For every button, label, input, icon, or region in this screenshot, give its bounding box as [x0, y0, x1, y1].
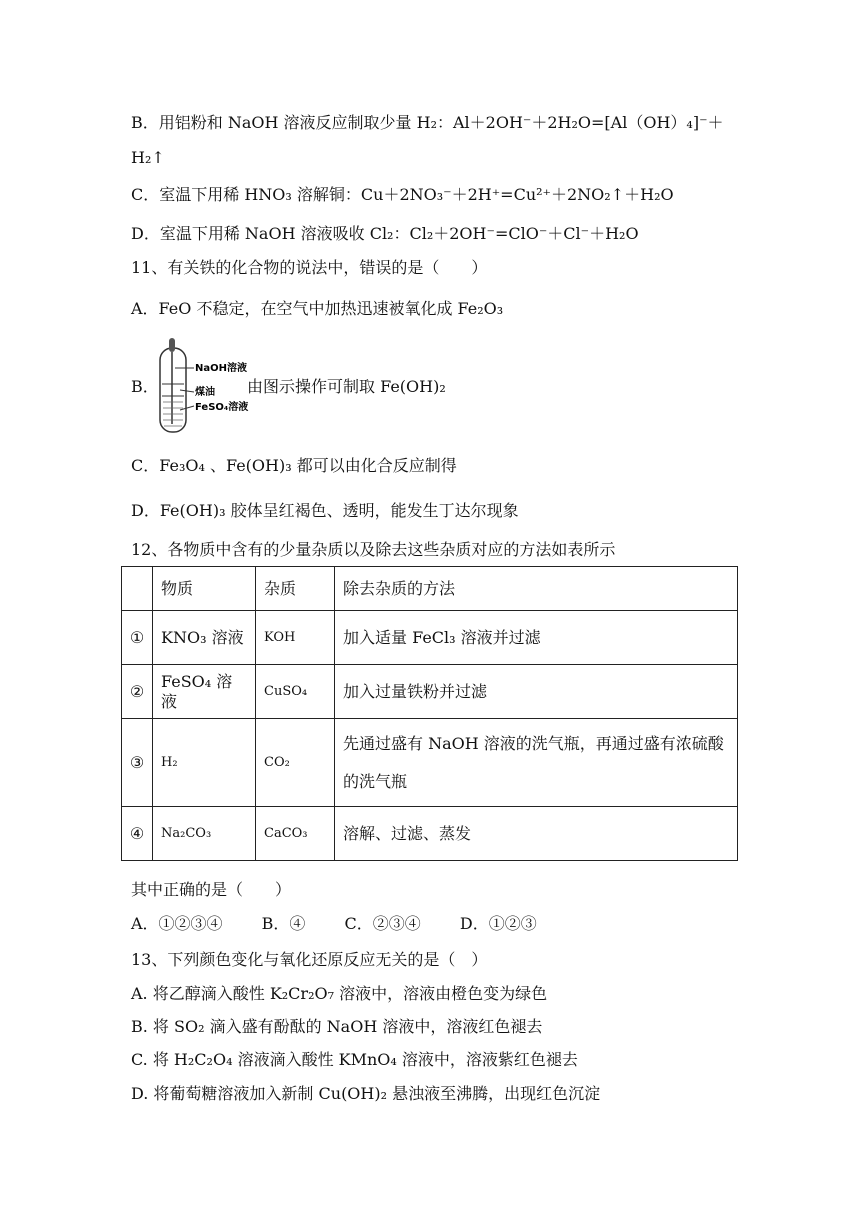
impurity-table [121, 566, 738, 861]
q13-option-c: C. 将 H₂C₂O₄ 溶液滴入酸性 KMnO₄ 溶液中，溶液紫红色褪去 [131, 1050, 578, 1069]
row-number: ④ [122, 807, 153, 861]
test-tube-figure [150, 338, 260, 438]
impurity-cell: CuSO₄ [256, 665, 335, 719]
impurity-cell: KOH [256, 611, 335, 665]
substance-cell: KNO₃ 溶液 [153, 611, 256, 665]
q10-option-d: D．室温下用稀 NaOH 溶液吸收 Cl₂：Cl₂＋2OH⁻=ClO⁻＋Cl⁻＋H₂O [131, 224, 639, 243]
figure-label-feso4: FeSO₄溶液 [195, 402, 249, 413]
table-row [122, 665, 738, 719]
header-cell: 除去杂质的方法 [335, 567, 738, 611]
q13-option-b: B. 将 SO₂ 滴入盛有酚酞的 NaOH 溶液中，溶液红色褪去 [131, 1017, 543, 1036]
substance-cell: Na₂CO₃ [153, 807, 256, 861]
q11-option-d: D．Fe(OH)₃ 胶体呈红褐色、透明，能发生丁达尔现象 [131, 501, 519, 520]
q13-option-a: A. 将乙醇滴入酸性 K₂Cr₂O₇ 溶液中，溶液由橙色变为绿色 [131, 984, 548, 1003]
q12-option-b: B．④ [261, 914, 306, 933]
header-cell [122, 567, 153, 611]
table-header-row [122, 567, 738, 611]
method-cell: 加入适量 FeCl₃ 溶液并过滤 [335, 611, 738, 665]
header-cell: 杂质 [256, 567, 335, 611]
row-number: ① [122, 611, 153, 665]
q11-option-a: A．FeO 不稳定，在空气中加热迅速被氧化成 Fe₂O₃ [131, 299, 504, 318]
impurity-cell: CaCO₃ [256, 807, 335, 861]
substance-cell: H₂ [153, 719, 256, 807]
table-row [122, 807, 738, 861]
q11-option-c: C．Fe₃O₄ 、Fe(OH)₃ 都可以由化合反应制得 [131, 456, 457, 475]
q12-option-a: A．①②③④ [131, 914, 223, 933]
row-number: ② [122, 665, 153, 719]
method-cell: 加入过量铁粉并过滤 [335, 665, 738, 719]
q10-option-c: C．室温下用稀 HNO₃ 溶解铜：Cu＋2NO₃⁻＋2H⁺=Cu²⁺＋2NO₂↑＋H₂O [131, 185, 674, 204]
q11-option-b-text: 由图示操作可制取 Fe(OH)₂ [247, 377, 446, 396]
q11-option-b-label: B． [131, 377, 159, 396]
figure-label-naoh: NaOH溶液 [195, 363, 247, 374]
q12-after-text: 其中正确的是（ ） [131, 880, 292, 899]
method-cell: 先通过盛有 NaOH 溶液的洗气瓶，再通过盛有浓硫酸的洗气瓶 [335, 719, 738, 807]
q12-stem: 12、各物质中含有的少量杂质以及除去这些杂质对应的方法如表所示 [131, 540, 616, 559]
q12-option-c: C．②③④ [344, 914, 421, 933]
q13-option-d: D. 将葡萄糖溶液加入新制 Cu(OH)₂ 悬浊液至沸腾，出现红色沉淀 [131, 1084, 601, 1103]
figure-label-kerosene: 煤油 [195, 387, 215, 398]
substance-cell: FeSO₄ 溶液 [153, 665, 256, 719]
row-number: ③ [122, 719, 153, 807]
method-cell: 溶解、过滤、蒸发 [335, 807, 738, 861]
table-row [122, 611, 738, 665]
table-row [122, 719, 738, 807]
q11-stem: 11、有关铁的化合物的说法中，错误的是（ ） [131, 258, 488, 277]
q12-options [131, 914, 571, 934]
q10-option-b-line1: B．用铝粉和 NaOH 溶液反应制取少量 H₂：Al＋2OH⁻＋2H₂O=[Al（OH）₄]⁻＋ [131, 113, 724, 132]
q13-stem: 13、下列颜色变化与氧化还原反应无关的是（ ） [131, 950, 488, 969]
impurity-cell: CO₂ [256, 719, 335, 807]
header-cell: 物质 [153, 567, 256, 611]
q10-option-b-line2: H₂↑ [131, 148, 165, 167]
q12-option-d: D．①②③ [459, 914, 537, 933]
